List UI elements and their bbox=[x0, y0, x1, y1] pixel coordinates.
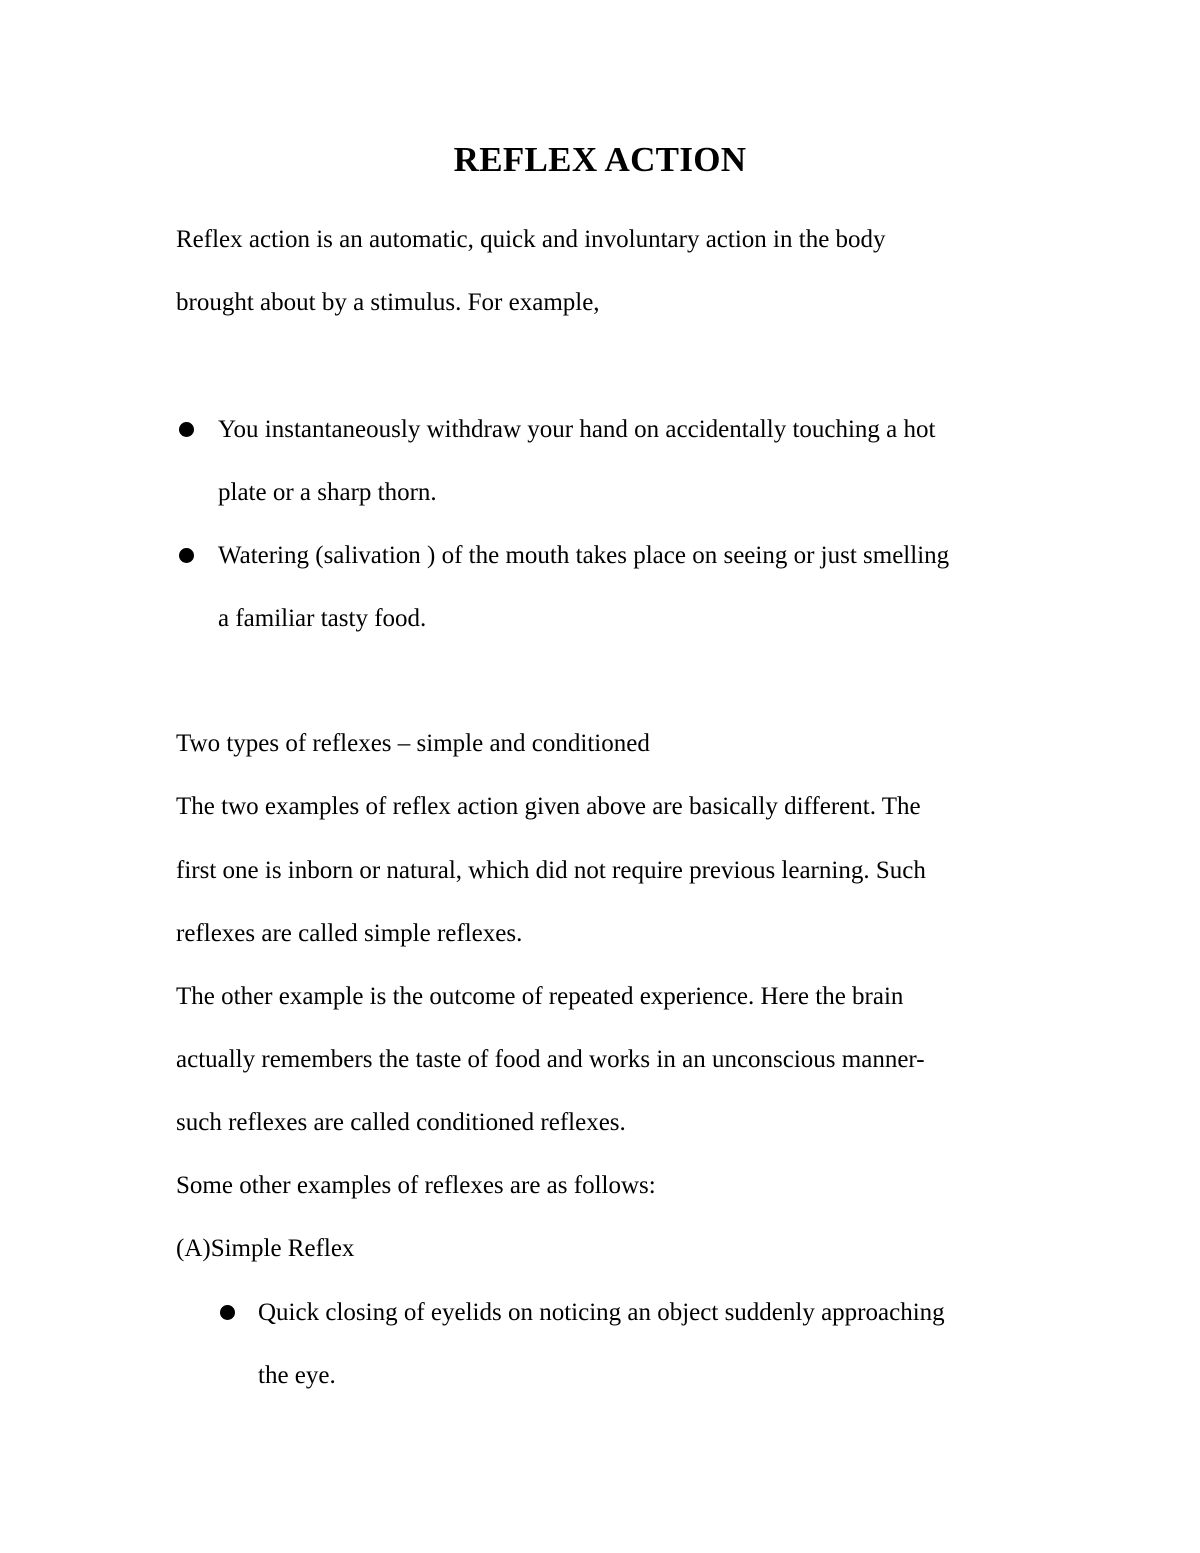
body-line-3: reflexes are called simple reflexes. bbox=[176, 920, 523, 947]
example-1-line-1: You instantaneously withdraw your hand on accidentally touching a hot bbox=[218, 416, 936, 443]
body-line-4: The other example is the outcome of repeated experience. Here the brain bbox=[176, 983, 904, 1010]
body-line-5: actually remembers the taste of food and works in an unconscious manner- bbox=[176, 1046, 925, 1073]
body-line-1: The two examples of reflex action given above are basically different. The bbox=[176, 793, 921, 820]
simple-example-line-2: the eye. bbox=[258, 1362, 336, 1389]
bullet-icon bbox=[179, 548, 194, 563]
section-heading-simple-reflex: (A)Simple Reflex bbox=[176, 1235, 355, 1262]
bullet-icon bbox=[179, 422, 194, 437]
bullet-icon bbox=[220, 1305, 235, 1320]
example-1-line-2: plate or a sharp thorn. bbox=[218, 479, 437, 506]
document-title: REFLEX ACTION bbox=[453, 140, 747, 179]
intro-line-2: brought about by a stimulus. For example, bbox=[176, 289, 600, 316]
types-heading: Two types of reflexes – simple and conditioned bbox=[176, 730, 650, 757]
example-2-line-2: a familiar tasty food. bbox=[218, 605, 427, 632]
intro-line-1: Reflex action is an automatic, quick and involuntary action in the body bbox=[176, 226, 886, 253]
simple-example-line-1: Quick closing of eyelids on noticing an object suddenly approaching bbox=[258, 1299, 945, 1326]
body-line-6: such reflexes are called conditioned reflexes. bbox=[176, 1109, 626, 1136]
example-2-line-1: Watering (salivation ) of the mouth takes place on seeing or just smelling bbox=[218, 542, 950, 569]
body-line-7: Some other examples of reflexes are as follows: bbox=[176, 1172, 656, 1199]
body-line-2: first one is inborn or natural, which did not require previous learning. Such bbox=[176, 857, 926, 884]
